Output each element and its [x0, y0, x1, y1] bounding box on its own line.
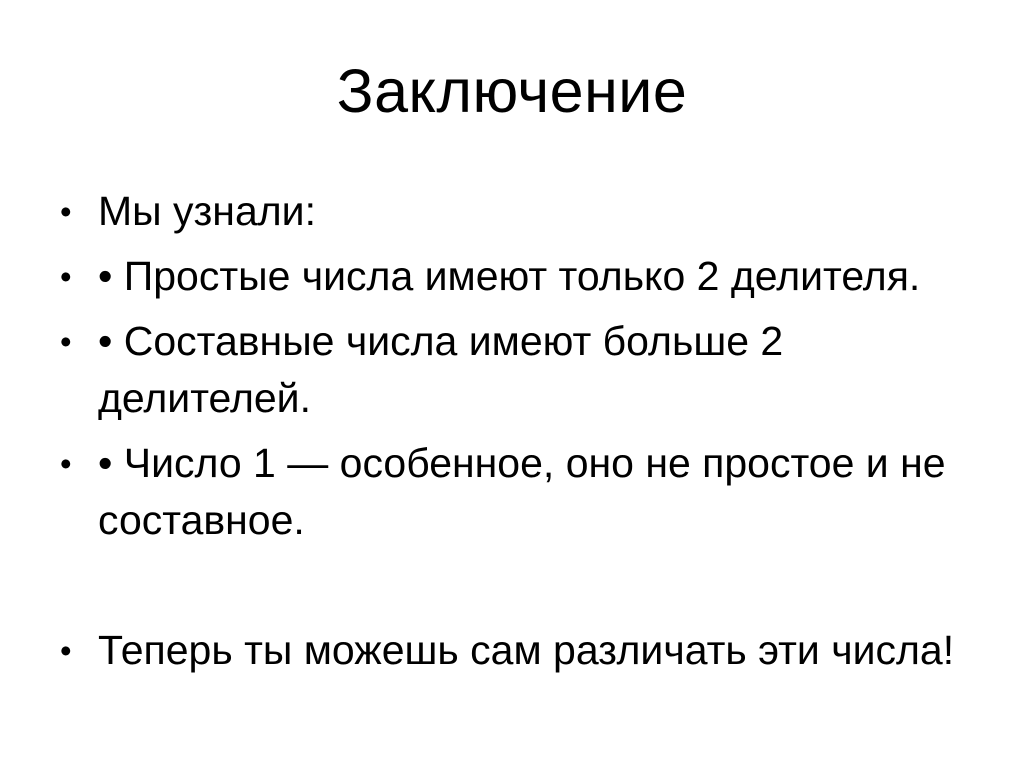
bullet-icon: • — [60, 632, 72, 669]
bullet-icon: • — [60, 445, 72, 482]
bullet-text: Мы узнали: — [98, 188, 316, 234]
bullet-text-block — [98, 435, 996, 549]
list-item — [60, 183, 996, 240]
bullet-text-block — [98, 313, 996, 427]
bullet-text-block — [98, 183, 996, 240]
slide-title: Заключение — [336, 57, 688, 125]
bullet-text: составное. — [98, 497, 305, 543]
bullet-list — [60, 183, 996, 679]
bullet-icon: • — [60, 258, 72, 295]
bullet-text: • Число 1 — особенное, оно не простое и не — [98, 440, 946, 486]
bullet-icon: • — [60, 193, 72, 230]
bullet-text: • Составные числа имеют больше 2 — [98, 318, 784, 364]
list-item — [60, 622, 996, 679]
bullet-text: • Простые числа имеют только 2 делителя. — [98, 253, 921, 299]
list-item — [60, 435, 996, 549]
bullet-text: делителей. — [98, 375, 311, 421]
bullet-icon: • — [60, 323, 72, 360]
bullet-text-block — [98, 248, 996, 305]
list-item — [60, 248, 996, 305]
bullet-text: Теперь ты можешь сам различать эти числа! — [98, 627, 955, 673]
blank-line — [60, 557, 996, 614]
bullet-text-block — [98, 622, 996, 679]
list-item — [60, 313, 996, 427]
